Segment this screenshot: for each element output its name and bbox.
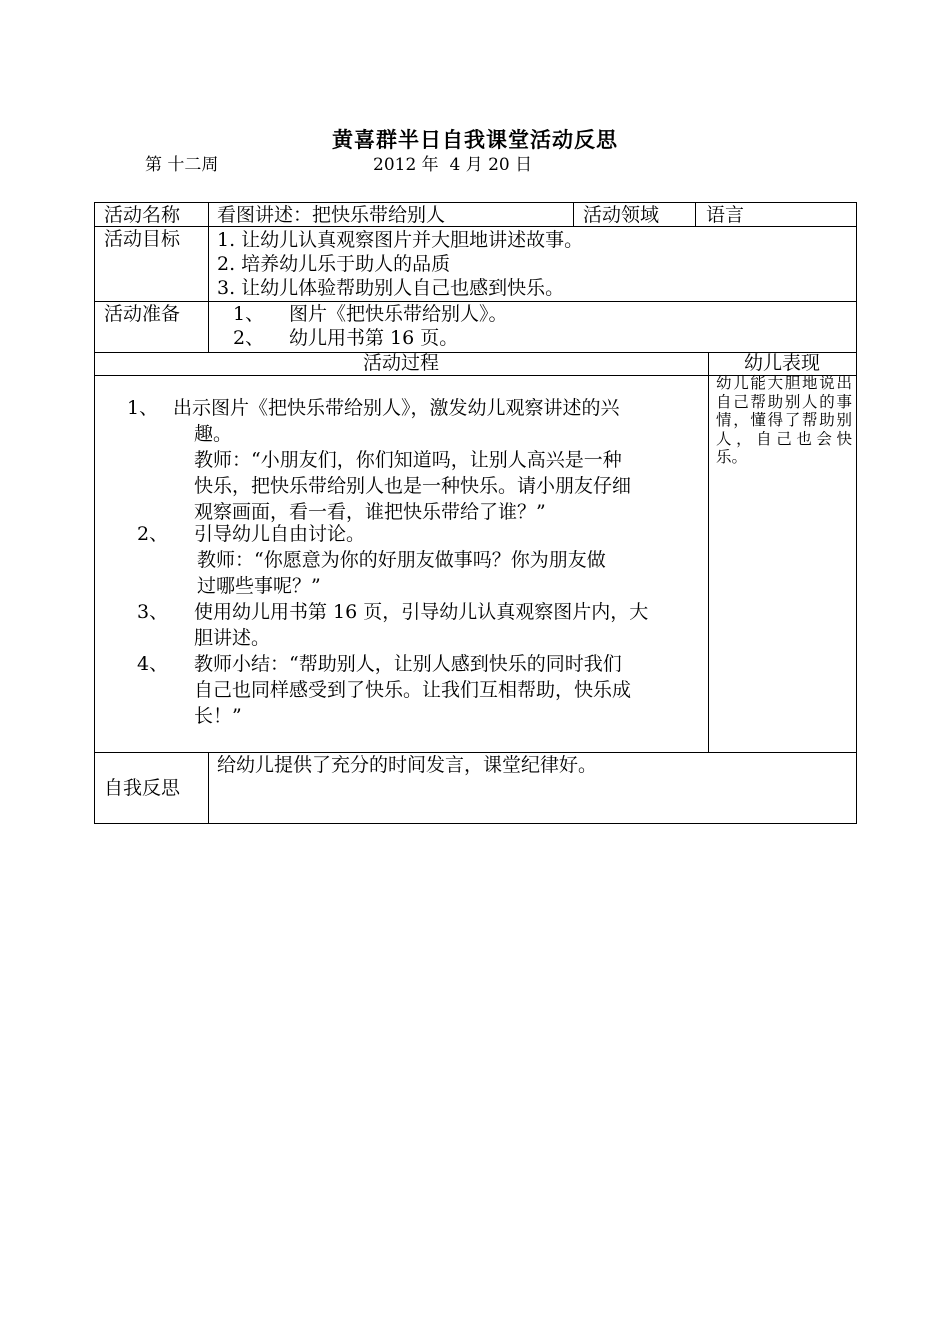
step-line: 出示图片《把快乐带给别人》，激发幼儿观察讲述的兴 — [173, 397, 620, 419]
step-line: 教师：“小朋友们，你们知道吗，让别人高兴是一种 — [194, 449, 622, 471]
week-label: 第 十二周 — [145, 155, 219, 175]
reflection-label: 自我反思 — [104, 777, 181, 799]
goals-label: 活动目标 — [104, 228, 181, 250]
prep-item: 幼儿用书第 16 页。 — [289, 327, 459, 349]
date-label: 2012 年 4 月 20 日 — [373, 155, 533, 175]
prep-number: 2、 — [233, 327, 265, 349]
step-line: 教师：“你愿意为你的好朋友做事吗？你为朋友做 — [197, 549, 606, 571]
step-number: 1、 — [127, 397, 159, 419]
col-divider — [208, 752, 209, 823]
step-number: 2、 — [137, 523, 169, 545]
step-line: 长！” — [194, 705, 242, 727]
step-number: 4、 — [137, 653, 169, 675]
domain-value: 语言 — [706, 204, 745, 226]
col-divider — [708, 352, 709, 752]
activity-name-value: 看图讲述：把快乐带给别人 — [217, 204, 446, 226]
col-divider — [208, 203, 209, 352]
step-line: 过哪些事呢？” — [197, 575, 321, 597]
activity-name-label: 活动名称 — [104, 204, 181, 226]
prep-item: 图片《把快乐带给别人》。 — [289, 303, 508, 325]
step-line: 自己也同样感受到了快乐。让我们互相帮助，快乐成 — [194, 679, 632, 701]
performance-text: 幼儿能大胆地说出自己帮助别人的事情，懂得了帮助别人，自己也会快乐。 — [716, 374, 852, 466]
goal-item: 2. 培养幼儿乐于助人的品质 — [217, 253, 451, 275]
process-header: 活动过程 — [362, 352, 439, 374]
step-line: 教师小结：“帮助别人，让别人感到快乐的同时我们 — [194, 653, 622, 675]
step-number: 3、 — [137, 601, 169, 623]
prep-label: 活动准备 — [104, 303, 181, 325]
step-line: 快乐，把快乐带给别人也是一种快乐。请小朋友仔细 — [194, 475, 632, 497]
step-line: 引导幼儿自由讨论。 — [194, 523, 366, 545]
domain-label: 活动领域 — [583, 204, 660, 226]
step-line: 使用幼儿用书第 16 页，引导幼儿认真观察图片内，大 — [194, 601, 649, 623]
col-divider — [573, 203, 574, 226]
step-line: 胆讲述。 — [194, 627, 271, 649]
document-title: 黄喜群半日自我课堂活动反思 — [332, 127, 618, 152]
prep-number: 1、 — [233, 303, 265, 325]
step-line: 观察画面，看一看，谁把快乐带给了谁？” — [194, 501, 546, 523]
performance-header: 幼儿表现 — [743, 352, 820, 374]
step-line: 趣。 — [194, 423, 233, 445]
goal-item: 3. 让幼儿体验帮助别人自己也感到快乐。 — [217, 277, 565, 299]
goal-item: 1. 让幼儿认真观察图片并大胆地讲述故事。 — [217, 229, 584, 251]
reflection-text: 给幼儿提供了充分的时间发言，课堂纪律好。 — [217, 754, 598, 776]
col-divider — [695, 203, 696, 226]
